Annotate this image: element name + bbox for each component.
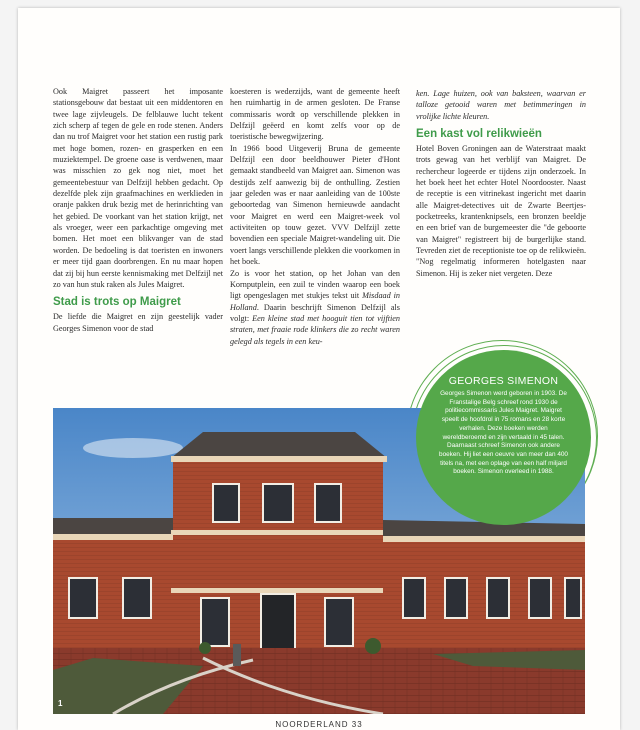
quote: ken. Lage huizen, ook van baksteen, waarvan er talloze getooid waren met betimmeringen in vrolijke lichte kleuren. bbox=[416, 89, 586, 121]
paragraph: Hotel Boven Groningen aan de Waterstraat maakt trots gewag van het verblijf van Maigret. De rechercheur logeerde er tijdens zijn onderzoek. In het boek heet het echter Hotel Noordooster. Naast de receptie is een vitrinekast ingericht met daarin alle Maigret-detectives uit de Zwarte Beertjes-pocketreeks, krantenknipsels, een bronzen beeldje en een brief van de burgemeester die "de geboorte van Maigret" registreert bij de burgerlijke stand. Tevreden ziet de receptioniste toe op de relikwieën. "Nog regelmatig informeren hotelgasten naar Simenon. Hij is zeker niet vergeten. Deze bbox=[416, 144, 586, 278]
paragraph: De liefde die Maigret en zijn geestelijk vader Georges Simenon voor de stad bbox=[53, 312, 223, 333]
paragraph: In 1966 bood Uitgeverij Bruna de gemeente Delfzijl een door beeldhouwer Pieter d'Hont gemaakt standbeeld van Maigret aan. Simenon was destijds zelf aanwezig bij de onthulling. Zestien jaar geleden was er naar aanleiding van de 100ste geboortedag van Simenon hernieuwde aandacht voor Maigret en werd een Maigret-week vol activiteiten op touw gezet. VVV Delfzijl zette bovendien een speciale Maigret-wandeling uit. Die voert langs verschillende plekken die voorkomen in het boek. bbox=[230, 143, 400, 267]
section-heading: Stad is trots op Maigret bbox=[53, 296, 181, 309]
magazine-page bbox=[18, 8, 620, 730]
sidebar-text: Georges Simenon werd geboren in 1903. De Franstalige Belg schreef rond 1930 de politiecommissaris Jules Maigret. Maigret speelt de hoofdrol in 75 romans en 28 korte verhalen. Deze boeken werden wereldberoemd en zijn vertaald in 45 talen. Daarnaast schreef Simenon ook andere boeken. Hij liet een oeuvre van meer dan 400 titels na, met een oplage van een half miljard boeken. Simenon overleed in 1988. bbox=[439, 390, 568, 476]
book-title: Misdaad in Holland bbox=[230, 291, 400, 312]
text-column-1 bbox=[53, 86, 223, 334]
text-column-3 bbox=[416, 88, 586, 279]
paragraph: Ook Maigret passeert het imposante stationsgebouw dat bestaat uit een middentoren en twee lage zijvleugels. De felblauwe lucht tekent zich scherp af tegen de gele en rode stenen. Anders dan nu trof Maigret voor het station een rustig park met hoge bomen, rozen- en grasperken en een muziektempel. De groene oase is verdwenen, maar was misschien zo gek nog niet, moet het gemeentebestuur van Delfzijl hebben gedacht. Op dezelfde plek zijn graafmachines en werklieden in oranje pakken druk bezig met de herinrichting van het gebied. De voorkant van het station krijgt, net als vroeger, weer een parkachtige omgeving met bomen. Het moet een blikvanger van de stad worden. De bedoeling is dat toeristen en inwoners er meer tijd gaan doorbrengen. En nu maar hopen dat zij bij hun eerste kennismaking met Delfzijl net zo van hun stuk raken als Jules Maigret. bbox=[53, 87, 223, 289]
sidebar-circle bbox=[416, 350, 591, 525]
sidebar-content bbox=[438, 375, 569, 477]
photo-number: 1 bbox=[58, 699, 63, 708]
paragraph bbox=[416, 88, 586, 122]
text-run: Zo is voor het station, op het Johan van den Kornputplein, een zuil te vinden waarop een boek ligt opengeslagen met stukjes tekst uit bbox=[230, 268, 400, 301]
text-column-2 bbox=[230, 86, 400, 347]
section-heading: Een kast vol relikwieën bbox=[416, 128, 542, 141]
paragraph bbox=[230, 268, 400, 347]
sidebar-title: GEORGES SIMENON bbox=[448, 375, 559, 387]
page-footer: NOORDERLAND 33 bbox=[275, 720, 363, 729]
text-run: . Daarin beschrijft Simenon Delfzijl als volgt: bbox=[230, 302, 400, 323]
paragraph: koesteren is wederzijds, want de gemeente heeft hen ruimhartig in de armen gesloten. De Franse commissaris wordt op verschillende plekken in Delfzijl geëerd en komt zelfs voor op de toeristische bewegwijzering. bbox=[230, 87, 400, 142]
quote: Een kleine stad met hooguit tien tot vijftien straten, met fraaie rode klinkers die zo recht waren gelegd als tegels in een keu- bbox=[230, 313, 401, 346]
